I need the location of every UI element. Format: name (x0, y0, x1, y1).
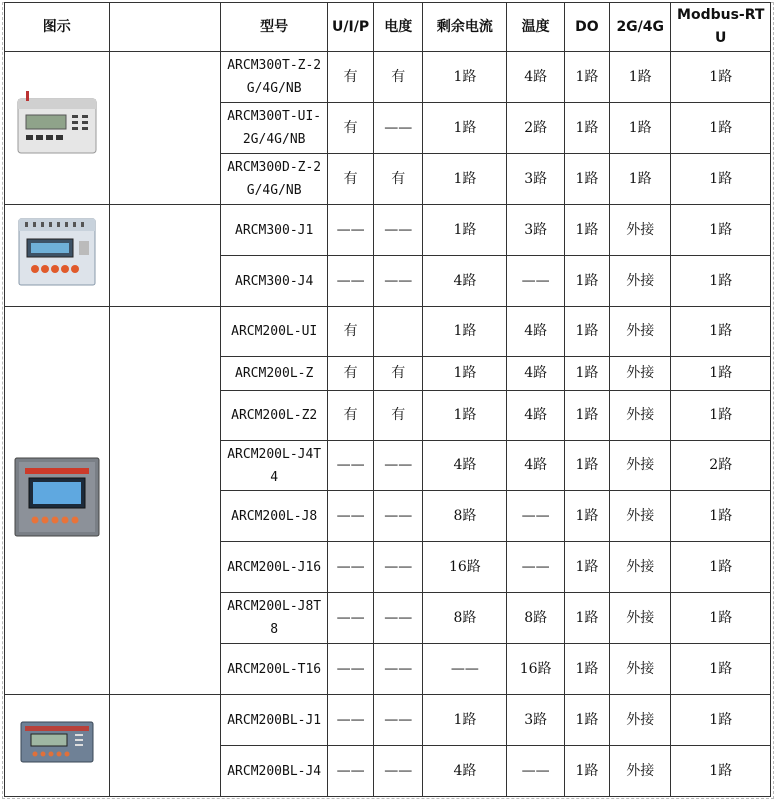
blank-cell (109, 307, 221, 695)
do-cell: 1路 (564, 491, 609, 542)
net-cell: 1路 (609, 154, 671, 205)
do-cell: 1路 (564, 542, 609, 593)
uip-cell: —— (328, 644, 374, 695)
temp-cell: —— (507, 491, 564, 542)
energy-cell: —— (374, 542, 423, 593)
model-cell: ARCM300D-Z-2G/4G/NB (221, 154, 328, 205)
do-cell: 1路 (564, 52, 609, 103)
residual-cell: 1路 (423, 357, 507, 391)
net-cell: 外接 (609, 357, 671, 391)
uip-cell: —— (328, 491, 374, 542)
model-cell: ARCM300T-Z-2G/4G/NB (221, 52, 328, 103)
model-cell: ARCM200BL-J4 (221, 746, 328, 797)
uip-cell: 有 (328, 307, 374, 357)
net-cell: 1路 (609, 52, 671, 103)
energy-cell: 有 (374, 357, 423, 391)
residual-cell: 1路 (423, 103, 507, 154)
modbus-cell: 1路 (671, 307, 771, 357)
do-cell: 1路 (564, 154, 609, 205)
net-cell: 外接 (609, 593, 671, 644)
blank-cell (109, 52, 221, 205)
device-image-cell (5, 52, 110, 205)
temp-cell: 4路 (507, 357, 564, 391)
temp-cell: 3路 (507, 205, 564, 256)
uip-cell: —— (328, 205, 374, 256)
do-cell: 1路 (564, 441, 609, 491)
uip-cell: 有 (328, 154, 374, 205)
energy-cell: —— (374, 644, 423, 695)
arcm300t-device-image (14, 89, 100, 159)
residual-cell: —— (423, 644, 507, 695)
do-cell: 1路 (564, 695, 609, 746)
uip-cell: —— (328, 256, 374, 307)
modbus-cell: 1路 (671, 256, 771, 307)
do-cell: 1路 (564, 593, 609, 644)
table-row (5, 695, 771, 746)
header-energy: 电度 (374, 3, 423, 52)
arcm200l-panel-device-image (13, 456, 101, 538)
modbus-cell: 1路 (671, 491, 771, 542)
net-cell: 外接 (609, 441, 671, 491)
net-cell: 外接 (609, 205, 671, 256)
residual-cell: 1路 (423, 307, 507, 357)
table-row (5, 307, 771, 357)
modbus-cell: 1路 (671, 695, 771, 746)
energy-cell: —— (374, 746, 423, 797)
residual-cell: 1路 (423, 154, 507, 205)
uip-cell: —— (328, 593, 374, 644)
do-cell: 1路 (564, 205, 609, 256)
model-cell: ARCM200L-J8 (221, 491, 328, 542)
model-cell: ARCM200L-UI (221, 307, 328, 357)
energy-cell: —— (374, 103, 423, 154)
temp-cell: 4路 (507, 307, 564, 357)
model-cell: ARCM200BL-J1 (221, 695, 328, 746)
net-cell: 外接 (609, 746, 671, 797)
do-cell: 1路 (564, 307, 609, 357)
residual-cell: 1路 (423, 391, 507, 441)
device-image-cell (5, 307, 110, 695)
temp-cell: —— (507, 542, 564, 593)
temp-cell: 3路 (507, 695, 564, 746)
residual-cell: 4路 (423, 746, 507, 797)
uip-cell: —— (328, 695, 374, 746)
model-cell: ARCM300-J1 (221, 205, 328, 256)
energy-cell: 有 (374, 52, 423, 103)
header-do: DO (564, 3, 609, 52)
temp-cell: 3路 (507, 154, 564, 205)
residual-cell: 1路 (423, 205, 507, 256)
modbus-cell: 1路 (671, 103, 771, 154)
do-cell: 1路 (564, 256, 609, 307)
energy-cell: 有 (374, 154, 423, 205)
net-cell: 外接 (609, 491, 671, 542)
header-model: 型号 (221, 3, 328, 52)
temp-cell: 4路 (507, 391, 564, 441)
temp-cell: 4路 (507, 52, 564, 103)
model-cell: ARCM200L-Z (221, 357, 328, 391)
model-cell: ARCM200L-J4T4 (221, 441, 328, 491)
blank-cell (109, 695, 221, 797)
uip-cell: —— (328, 441, 374, 491)
residual-cell: 16路 (423, 542, 507, 593)
blank-cell (109, 205, 221, 307)
temp-cell: 4路 (507, 441, 564, 491)
arcm200bl-panel-device-image (19, 720, 95, 764)
net-cell: 外接 (609, 391, 671, 441)
arcm300-din-rail-device-image (15, 215, 99, 289)
model-cell: ARCM300T-UI-2G/4G/NB (221, 103, 328, 154)
model-cell: ARCM200L-J8T8 (221, 593, 328, 644)
header-net: 2G/4G (609, 3, 671, 52)
temp-cell: 16路 (507, 644, 564, 695)
modbus-cell: 1路 (671, 52, 771, 103)
header-temp: 温度 (507, 3, 564, 52)
net-cell: 外接 (609, 307, 671, 357)
uip-cell: —— (328, 542, 374, 593)
device-image-cell (5, 695, 110, 797)
energy-cell (374, 307, 423, 357)
header-uip: U/I/P (328, 3, 374, 52)
energy-cell: —— (374, 695, 423, 746)
energy-cell: —— (374, 256, 423, 307)
net-cell: 外接 (609, 644, 671, 695)
uip-cell: 有 (328, 391, 374, 441)
modbus-cell: 1路 (671, 593, 771, 644)
residual-cell: 8路 (423, 491, 507, 542)
do-cell: 1路 (564, 746, 609, 797)
modbus-cell: 1路 (671, 154, 771, 205)
header-image: 图示 (5, 3, 110, 52)
do-cell: 1路 (564, 391, 609, 441)
product-spec-table (4, 2, 771, 797)
residual-cell: 1路 (423, 52, 507, 103)
energy-cell: 有 (374, 391, 423, 441)
net-cell: 外接 (609, 542, 671, 593)
uip-cell: 有 (328, 103, 374, 154)
model-cell: ARCM200L-Z2 (221, 391, 328, 441)
header-blank (109, 3, 221, 52)
modbus-cell: 2路 (671, 441, 771, 491)
residual-cell: 8路 (423, 593, 507, 644)
temp-cell: —— (507, 256, 564, 307)
temp-cell: 8路 (507, 593, 564, 644)
net-cell: 外接 (609, 695, 671, 746)
residual-cell: 4路 (423, 441, 507, 491)
device-image-cell (5, 205, 110, 307)
header-residual: 剩余电流 (423, 3, 507, 52)
uip-cell: —— (328, 746, 374, 797)
energy-cell: —— (374, 491, 423, 542)
energy-cell: —— (374, 593, 423, 644)
model-cell: ARCM200L-J16 (221, 542, 328, 593)
header-modbus: Modbus-RTU (671, 3, 771, 52)
table-row (5, 52, 771, 103)
uip-cell: 有 (328, 357, 374, 391)
do-cell: 1路 (564, 644, 609, 695)
temp-cell: 2路 (507, 103, 564, 154)
do-cell: 1路 (564, 103, 609, 154)
net-cell: 外接 (609, 256, 671, 307)
energy-cell: —— (374, 205, 423, 256)
do-cell: 1路 (564, 357, 609, 391)
modbus-cell: 1路 (671, 542, 771, 593)
net-cell: 1路 (609, 103, 671, 154)
modbus-cell: 1路 (671, 357, 771, 391)
residual-cell: 1路 (423, 695, 507, 746)
modbus-cell: 1路 (671, 644, 771, 695)
table-row (5, 205, 771, 256)
model-cell: ARCM200L-T16 (221, 644, 328, 695)
residual-cell: 4路 (423, 256, 507, 307)
temp-cell: —— (507, 746, 564, 797)
header-row (5, 3, 771, 52)
modbus-cell: 1路 (671, 391, 771, 441)
energy-cell: —— (374, 441, 423, 491)
modbus-cell: 1路 (671, 746, 771, 797)
modbus-cell: 1路 (671, 205, 771, 256)
model-cell: ARCM300-J4 (221, 256, 328, 307)
uip-cell: 有 (328, 52, 374, 103)
